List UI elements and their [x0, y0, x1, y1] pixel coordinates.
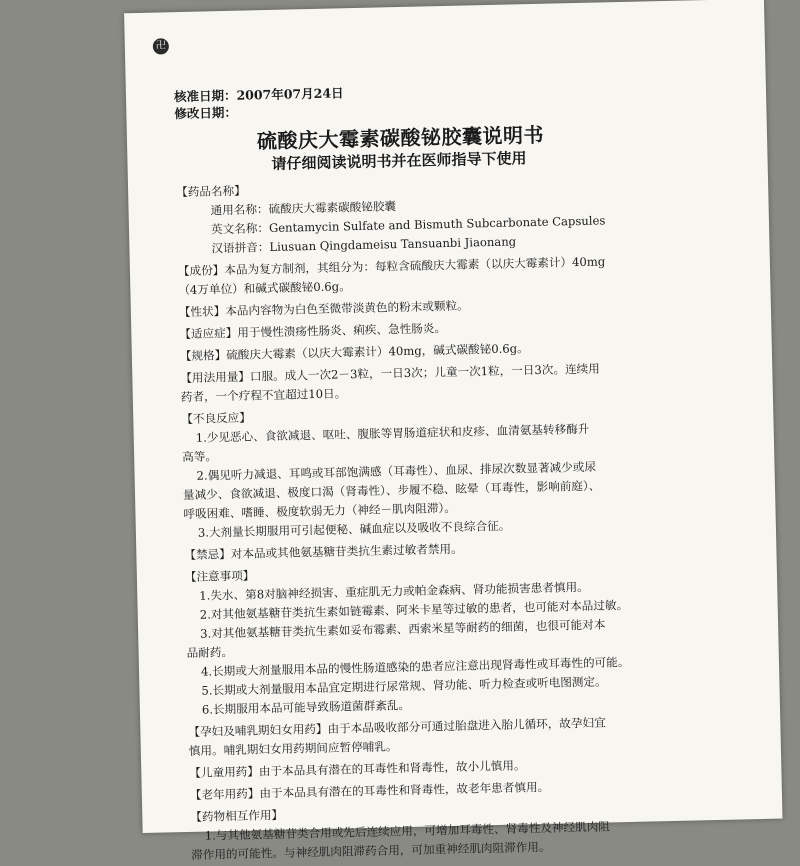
- adverse-item-2c: 呼吸困难、嗜睡、极度软弱无力（神经－肌肉阻滞）。: [183, 500, 457, 522]
- english-name-value: Gentamycin Sulfate and Bismuth Subcarbonate Capsules: [268, 213, 606, 236]
- pinyin-name-value: Liusuan Qingdameisu Tansuanbi Jiaonang: [269, 234, 517, 255]
- indications-heading: 【适应症】: [179, 325, 238, 342]
- pregnancy-text-1: 由于本品吸收部分可通过胎盘进入胎儿循环，故孕妇宜: [327, 715, 606, 736]
- interactions-text-2: 滞作用的可能性。与神经肌肉阻滞药合用，可加重神经肌肉阻滞作用。: [191, 839, 551, 862]
- adverse-item-2b: 量减少、食欲减退、极度口渴（肾毒性）、步履不稳、眩晕（耳毒性，影响前庭）、: [182, 478, 601, 503]
- adverse-item-1a: 1.少见恶心、食欲减退、呕吐、腹胀等胃肠道症状和皮疹、血清氨基转移酶升: [195, 421, 590, 445]
- drug-name-heading: 【药品名称】: [175, 183, 246, 200]
- children-heading: 【儿童用药】: [189, 764, 260, 780]
- adverse-item-3: 3.大剂量长期服用可引起便秘、碱血症以及吸收不良综合征。: [197, 518, 511, 540]
- interactions-heading: 【药物相互作用】: [190, 807, 284, 824]
- indications-text: 用于慢性溃疡性肠炎、痢疾、急性肠炎。: [237, 321, 447, 340]
- precaution-item-3a: 3.对其他氨基糖苷类抗生素如妥布霉素、西索米星等耐药的细菌，也很可能对本: [200, 617, 606, 641]
- precautions-heading: 【注意事项】: [184, 568, 255, 585]
- manufacturer-logo-icon: 卍: [153, 38, 169, 54]
- leaflet-sheet: [124, 0, 782, 862]
- children-text: 由于本品具有潜在的耳毒性和肾毒性，故小儿慎用。: [258, 758, 526, 779]
- adverse-heading: 【不良反应】: [181, 410, 252, 427]
- elderly-heading: 【老年用药】: [189, 786, 260, 802]
- contraindications-text: 对本品或其他氨基糖苷类抗生素过敏者禁用。: [230, 541, 463, 561]
- pregnancy-text-2: 慎用。哺乳期妇女用药期间应暂停哺乳。: [188, 739, 398, 758]
- character-text: 本品内容物为白色至微带淡黄色的粉末或颗粒。: [225, 298, 469, 319]
- common-name-value: 硫酸庆大霉素碳酸铋胶囊: [268, 199, 397, 217]
- dosage-heading: 【用法用量】: [180, 369, 251, 386]
- precaution-item-2: 2.对其他氨基糖苷类抗生素如链霉素、阿米卡星等过敏的患者，也可能对本品过敏。: [199, 597, 629, 622]
- composition-text-2: （4万单位）和碱式碳酸铋0.6g。: [178, 279, 351, 298]
- precaution-item-1: 1.失水、第8对脑神经损害、重症肌无力或帕金森病、肾功能损害患者慎用。: [199, 579, 589, 603]
- pregnancy-heading: 【孕妇及哺乳期妇女用药】: [188, 721, 328, 739]
- contraindications-heading: 【禁忌】: [184, 546, 231, 563]
- specification-text: 硫酸庆大霉素（以庆大霉素计）40mg，碱式碳酸铋0.6g。: [226, 341, 529, 363]
- dosage-text-1: 口服。成人一次2－3粒，一日3次；儿童一次1粒，一日3次。连续用: [249, 361, 600, 384]
- pinyin-name-label: 汉语拼音：: [211, 240, 270, 256]
- precaution-item-6: 6.长期服用本品可能导致肠道菌群紊乱。: [201, 697, 411, 717]
- adverse-item-2a: 2.偶见听力减退、耳鸣或耳部饱满感（耳毒性）、血尿、排尿次数显著减少或尿: [196, 459, 597, 483]
- elderly-text: 由于本品具有潜在的耳毒性和肾毒性，故老年患者慎用。: [259, 779, 550, 801]
- approval-date-value: 2007年07月24日: [236, 85, 344, 103]
- interactions-text-1: 1.与其他氨基糖苷类合用或先后连续应用，可增加耳毒性、肾毒性及神经肌肉阻: [204, 819, 611, 843]
- dosage-text-2: 药者，一个疗程不宜超过10日。: [180, 386, 347, 405]
- common-name-label: 通用名称：: [210, 202, 269, 218]
- character-heading: 【性状】: [178, 304, 226, 320]
- leaflet-content: [174, 75, 766, 865]
- document-subtitle: 请仔细阅读说明书并在医师指导下使用: [271, 149, 527, 173]
- english-name-label: 英文名称：: [210, 221, 270, 237]
- composition-heading: 【成份】: [177, 263, 225, 279]
- adverse-item-1b: 高等。: [182, 449, 218, 465]
- modify-date-label: 修改日期：: [174, 104, 238, 122]
- approval-date-label: 核准日期：: [173, 87, 237, 105]
- specification-heading: 【规格】: [179, 348, 227, 364]
- document-title: 硫酸庆大霉素碳酸铋胶囊说明书: [256, 122, 545, 154]
- precaution-item-5: 5.长期或大剂量服用本品宜定期进行尿常规、肾功能、听力检查或听电图测定。: [201, 674, 607, 698]
- precaution-item-4: 4.长期或大剂量服用本品的慢性肠道感染的患者应注意出现肾毒性或耳毒性的可能。: [200, 654, 630, 679]
- composition-text-1: 本品为复方制剂，其组分为：每粒含硫酸庆大霉素（以庆大霉素计）40mg: [224, 254, 606, 278]
- precaution-item-3b: 品耐药。: [186, 644, 234, 661]
